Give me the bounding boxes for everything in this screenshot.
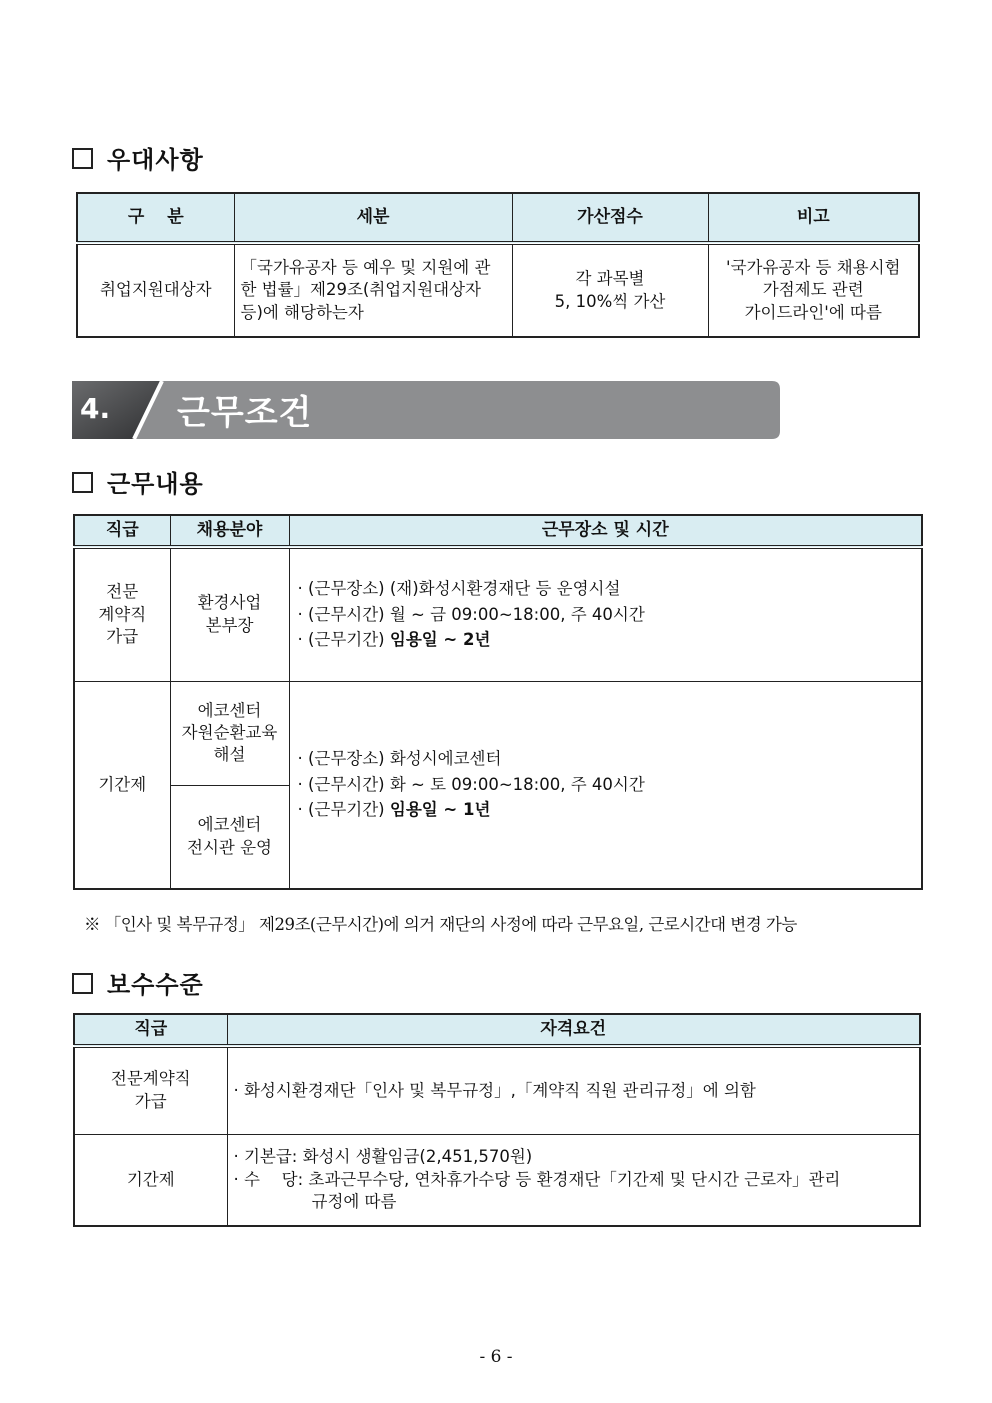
- header-detail: 세분: [234, 193, 512, 243]
- preferential-heading: 우대사항: [72, 140, 204, 175]
- header-grade: 직급: [74, 515, 170, 547]
- checkbox-square-icon: [72, 472, 93, 493]
- grade-cell: 기간제: [74, 681, 170, 889]
- field-cell: 환경사업 본부장: [170, 547, 289, 681]
- points-cell: 각 과목별 5, 10%씩 가산: [512, 243, 708, 337]
- pay-table: [73, 1013, 921, 1227]
- table-row: [77, 243, 919, 337]
- section-number: 4.: [80, 392, 111, 425]
- section-title: 근무조건: [177, 393, 313, 433]
- header-field: 채용분야: [170, 515, 289, 547]
- table-row: [74, 1134, 920, 1226]
- header-grade: 직급: [74, 1014, 227, 1046]
- grade-cell: 전문계약직 가급: [74, 1046, 227, 1134]
- header-remark: 비고: [708, 193, 919, 243]
- pay-heading: 보수수준: [72, 965, 204, 1000]
- table-row: [74, 1046, 920, 1134]
- grade-cell: 전문 계약직 가급: [74, 547, 170, 681]
- requirement-cell: · 화성시환경재단「인사 및 복무규정」,「계약직 직원 관리규정」에 의함: [227, 1046, 920, 1134]
- checkbox-square-icon: [72, 973, 93, 994]
- preferential-table: [76, 192, 920, 338]
- table-row: [74, 547, 922, 681]
- work-table: [73, 514, 923, 890]
- remark-cell: '국가유공자 등 채용시험 가점제도 관련 가이드라인'에 따름: [708, 243, 919, 337]
- place-time-cell: · (근무장소) (재)화성시환경재단 등 운영시설 · (근무시간) 월 ~ 금 09:00~18:00, 주 40시간 · (근무기간) 임용일 ~ 2년: [289, 547, 922, 681]
- requirement-cell: · 기본급: 화성시 생활임금(2,451,570원) · 수 당: 초과근무수당, 연차휴가수당 등 환경재단「기간제 및 단시간 근로자」관리 규정에 따름: [227, 1134, 920, 1226]
- work-heading: 근무내용: [72, 464, 204, 499]
- work-note: ※ 「인사 및 복무규정」 제29조(근무시간)에 의거 재단의 사정에 따라 근무요일, 근로시간대 변경 가능: [84, 915, 797, 934]
- field-cell: 에코센터 자원순환교육 해설: [170, 681, 289, 785]
- header-points: 가산점수: [512, 193, 708, 243]
- header-category: 구 분: [77, 193, 234, 243]
- detail-cell: 「국가유공자 등 예우 및 지원에 관한 법률」제29조(취업지원대상자 등)에 해당하는자: [234, 243, 512, 337]
- page-number: - 6 -: [479, 1347, 513, 1367]
- place-time-cell: · (근무장소) 화성시에코센터 · (근무시간) 화 ~ 토 09:00~18:00, 주 40시간 · (근무기간) 임용일 ~ 1년: [289, 681, 922, 889]
- field-cell: 에코센터 전시관 운영: [170, 785, 289, 889]
- header-requirement: 자격요건: [227, 1014, 920, 1046]
- checkbox-square-icon: [72, 148, 93, 169]
- header-place-time: 근무장소 및 시간: [289, 515, 922, 547]
- table-row: [74, 681, 922, 785]
- grade-cell: 기간제: [74, 1134, 227, 1226]
- category-cell: 취업지원대상자: [77, 243, 234, 337]
